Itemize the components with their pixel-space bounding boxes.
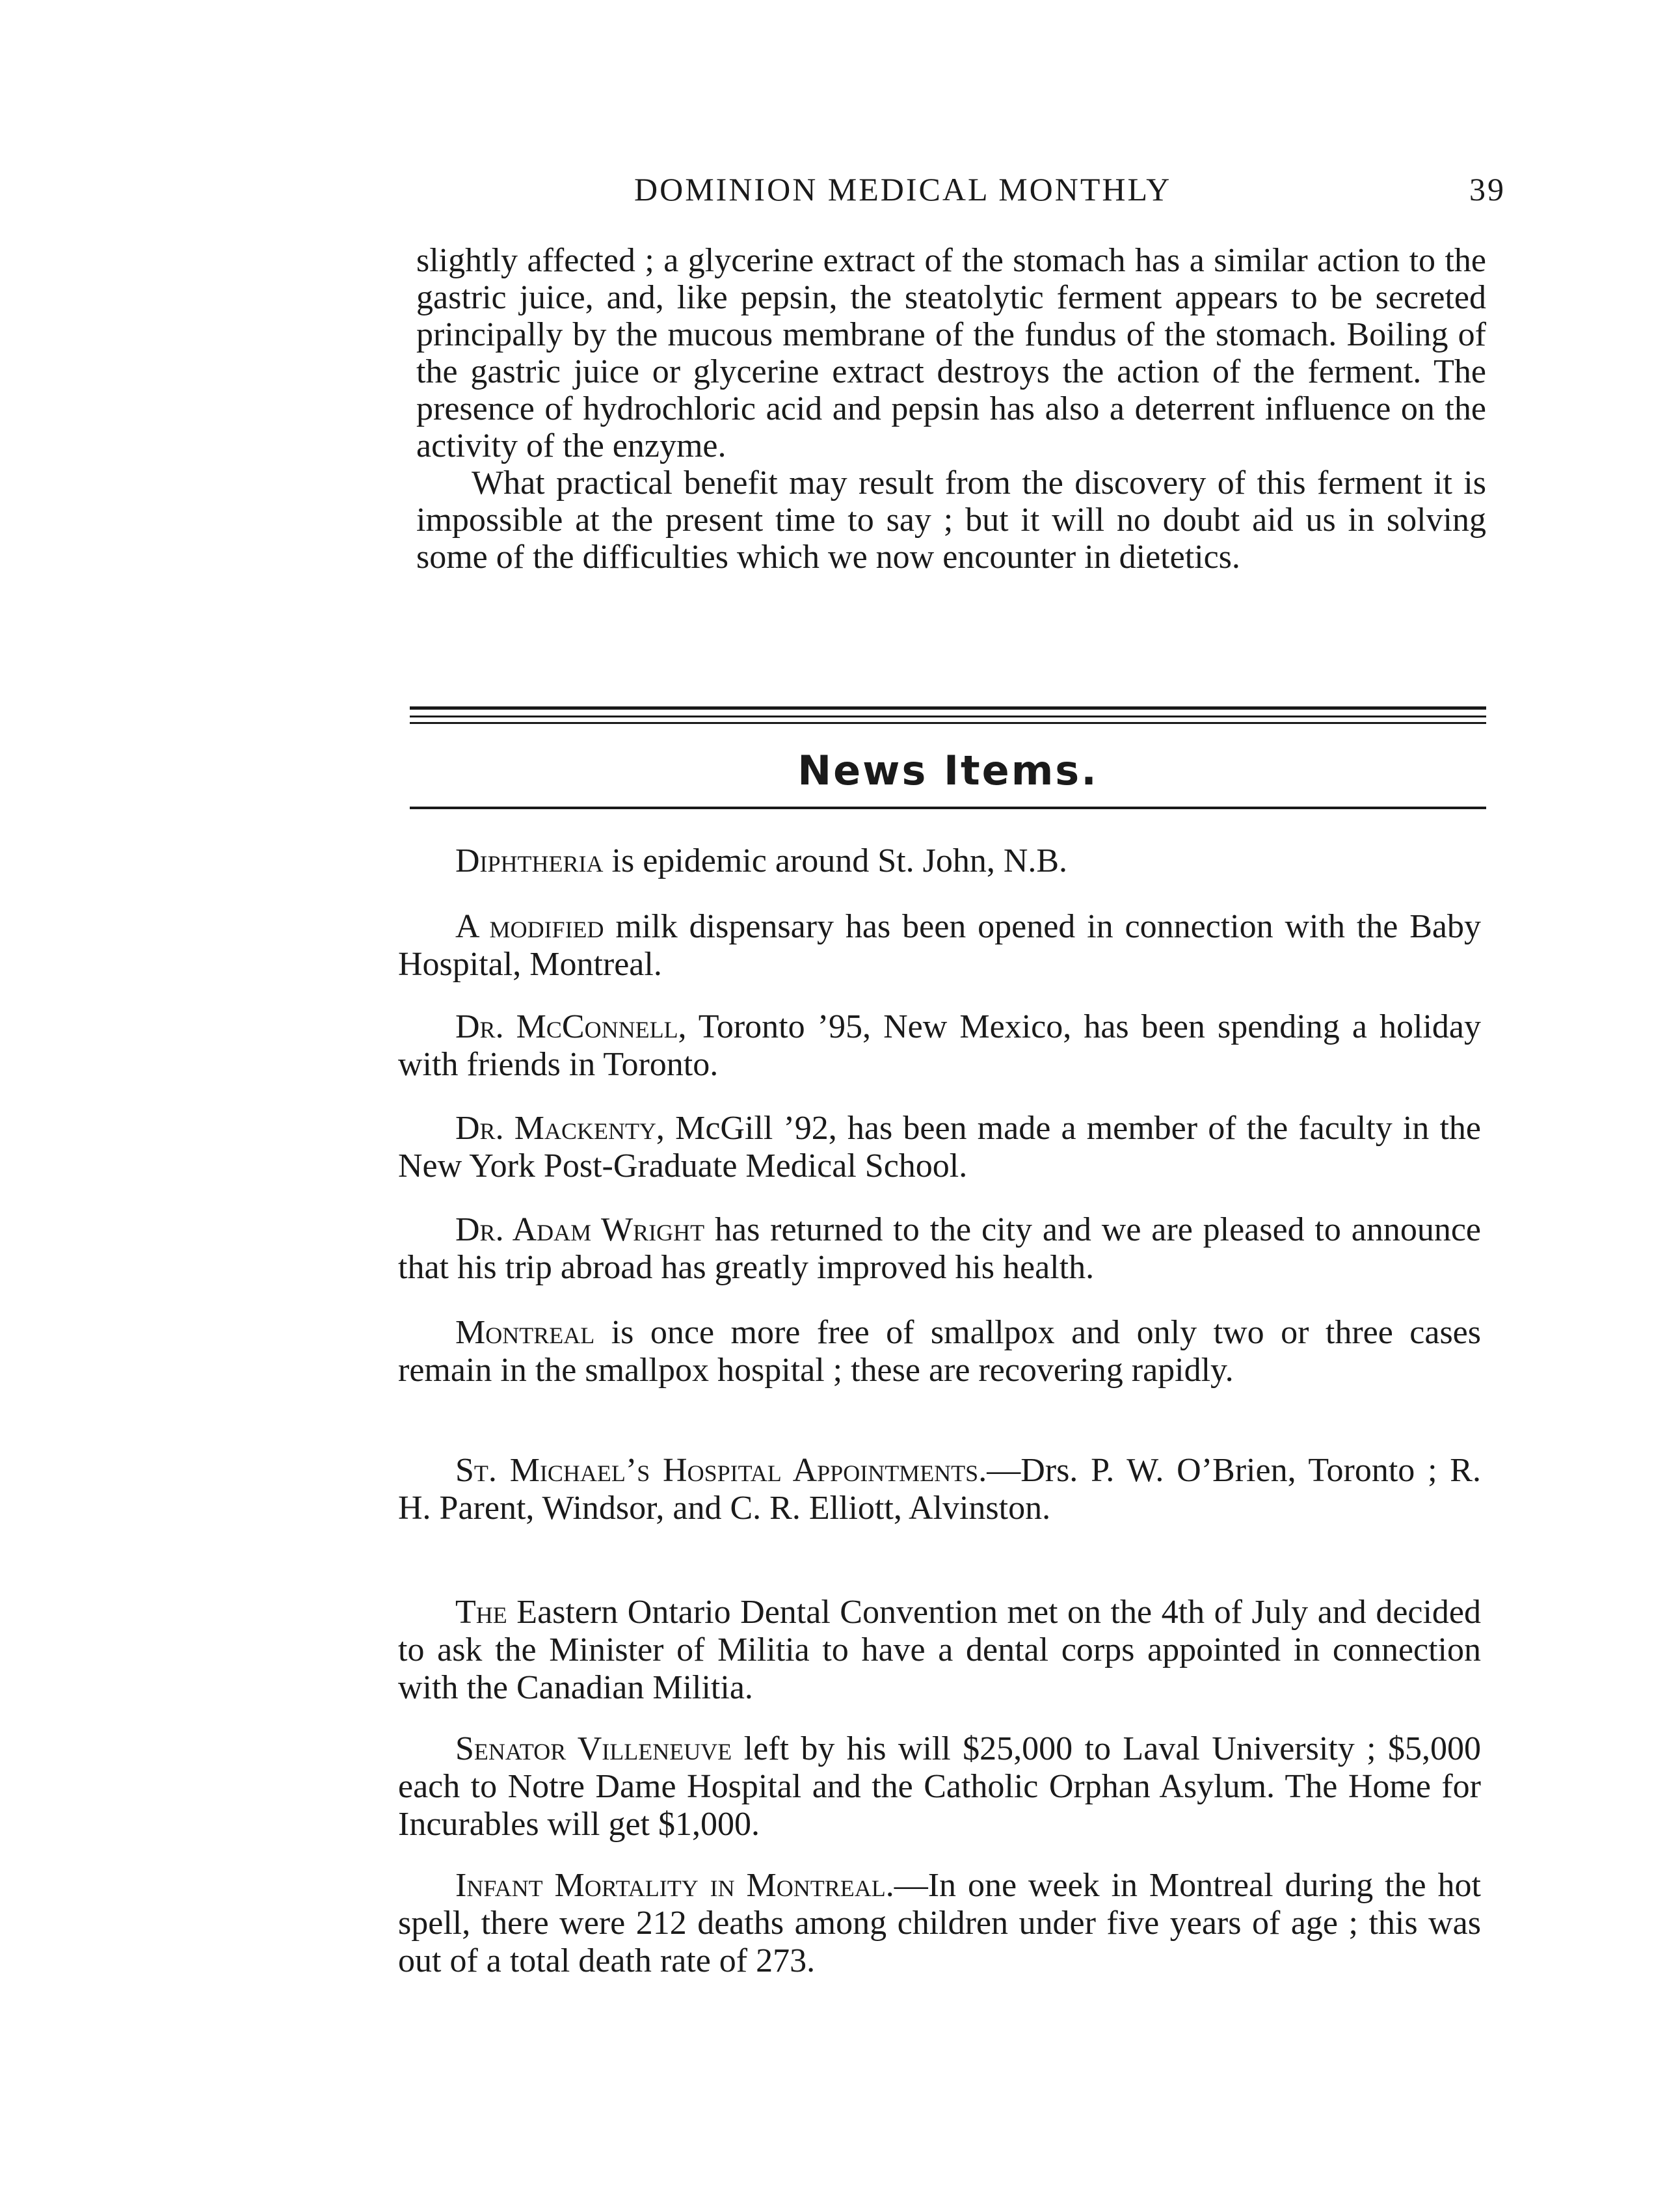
news-item: St. Michael’s Hospital Appointments.—Drs. P. W. O’Brien, Toronto ; R. H. Parent, Windsor, and C. R. Elliott, Alvinston.: [398, 1452, 1481, 1527]
section-title: News Items.: [797, 747, 1099, 794]
news-item: Infant Mortality in Montreal.—In one week in Montreal during the hot spell, there were 212 deaths among children under five years of age ; this was out of a total death rate of 273.: [398, 1867, 1481, 1979]
news-item: Senator Villeneuve left by his will $25,000 to Laval University ; $5,000 each to Notre Dame Hospital and the Catholic Orphan Asylum. The Home for Incurables will get $1,000.: [398, 1730, 1482, 1843]
running-header: [400, 170, 1506, 216]
news-item: The Eastern Ontario Dental Convention met on the 4th of July and decided to ask the Minister of Militia to have a dental corps appointed in connection with the Canadian Militia.: [398, 1594, 1481, 1706]
page-number: 39: [1469, 171, 1506, 208]
news-item: Dr. Adam Wright has returned to the city and we are pleased to announce that his trip abroad has greatly improved his health.: [398, 1211, 1481, 1286]
news-item: A modified milk dispensary has been opened in connection with the Baby Hospital, Montreal.: [398, 908, 1481, 983]
news-item: Dr. McConnell, Toronto ’95, New Mexico, has been spending a holiday with friends in Toronto.: [398, 1008, 1481, 1083]
divider-rule-top-double: [410, 716, 1486, 717]
continued-article: [416, 242, 1486, 576]
news-item: Dr. Mackenty, McGill ’92, has been made a member of the faculty in the New York Post-Graduate Medical School.: [398, 1110, 1481, 1185]
news-item: Diphtheria is epidemic around St. John, N.B.: [455, 842, 1068, 879]
news-item: Montreal is once more free of smallpox and only two or three cases remain in the smallpox hospital ; these are recovering rapidly.: [398, 1314, 1481, 1389]
divider-rule-bottom: [410, 807, 1486, 809]
continued-paragraph-2: What practical benefit may result from the discovery of this ferment it is impossible at the present time to say ; but it will no doubt aid us in solving some of the difficulties which we now encounter in dietetics.: [416, 464, 1486, 576]
running-title: DOMINION MEDICAL MONTHLY: [634, 171, 1172, 208]
divider-rule-top: [410, 706, 1486, 710]
continued-paragraph-1: slightly affected ; a glycerine extract of the stomach has a similar action to the gastric juice, and, like pepsin, the steatolytic ferment appears to be secreted principally by the mucous membrane of the fundus of the stomach. Boiling of the gastric juice or glycerine extract destroys the action of the ferment. The presence of hydrochloric acid and pepsin has also a deterrent influence on the activity of the enzyme.: [416, 242, 1486, 464]
divider-rule-top-thin: [410, 722, 1486, 724]
